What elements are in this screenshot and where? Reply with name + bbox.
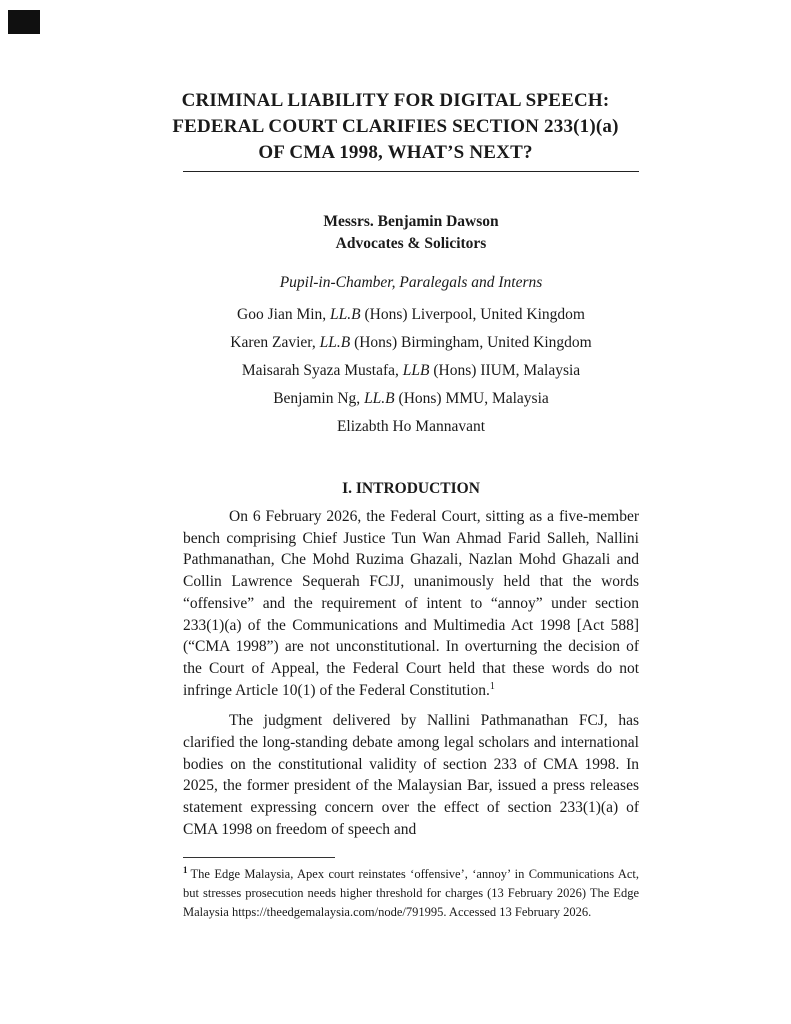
author-degree: LL.B <box>330 306 361 323</box>
paragraph-1-text: On 6 February 2026, the Federal Court, sitting as a five-member bench comprising Chief Justice Tun Wan Ahmad Farid Salleh, Nallini Pathmanathan, Che Mohd Ruzima Ghazali, Nazlan Mohd Ghazali and Collin Lawrence Sequerah FCJJ, unanimously held that the words “offensive” and the requirement of intent to “annoy” under section 233(1)(a) of the Communications and Multimedia Act 1998 [Act 588] (“CMA 1998”) are not unconstitutional. In overturning the decision of the Court of Appeal, the Federal Court held that these words do not infringe Article 10(1) of the Federal Constitution. <box>183 508 639 699</box>
paragraph-1 <box>183 506 639 701</box>
footnote-separator <box>183 857 335 858</box>
firm-name: Messrs. Benjamin Dawson <box>323 213 499 230</box>
corner-mark <box>8 10 40 34</box>
footnote-1 <box>183 865 639 921</box>
paragraph-2-text: The judgment delivered by Nallini Pathmanathan FCJ, has clarified the long-standing debate among legal scholars and international bodies on the constitutional validity of section 233 of CMA 1998. In 2025, the former president of the Malaysian Bar, issued a press releases statement expressing concern over the effect of section 233(1)(a) of CMA 1998 on freedom of speech and <box>183 712 639 838</box>
author-line <box>183 357 639 385</box>
author-degree: LL.B <box>319 334 351 351</box>
author-line <box>183 329 639 357</box>
author-degree: LLB <box>402 362 430 379</box>
author-name: Goo Jian Min, <box>237 306 331 323</box>
footnote-1-marker: 1 <box>183 864 188 875</box>
author-affiliation: (Hons) Birmingham, United Kingdom <box>350 334 592 351</box>
footnote-1-text: The Edge Malaysia, Apex court reinstates ‘offensive’, ‘annoy’ in Communications Act, but stresses prosecution needs higher threshold for charges (13 February 2026) The Edge Malaysia https://theedgemalaysia.com/node/791995. Accessed 13 February 2026. <box>183 867 639 919</box>
author-affiliation: (Hons) IIUM, Malaysia <box>429 362 581 379</box>
article-body <box>183 506 639 850</box>
authors-list <box>183 301 639 441</box>
author-line <box>183 301 639 329</box>
article-title-line-3: OF CMA 1998, WHAT’S NEXT? <box>258 142 533 163</box>
article-title-line-1: CRIMINAL LIABILITY FOR DIGITAL SPEECH: <box>181 90 610 111</box>
author-name: Karen Zavier, <box>230 334 320 351</box>
author-name: Maisarah Syaza Mustafa, <box>241 362 403 379</box>
author-degree: LL.B <box>364 390 395 407</box>
team-heading: Pupil-in-Chamber, Paralegals and Interns <box>279 274 543 291</box>
author-affiliation: (Hons) Liverpool, United Kingdom <box>360 306 585 323</box>
article-title <box>136 88 655 166</box>
firm-block <box>183 211 639 255</box>
article-title-line-2: FEDERAL COURT CLARIFIES SECTION 233(1)(a) <box>172 116 619 137</box>
title-divider <box>183 171 639 172</box>
paragraph-2 <box>183 710 639 840</box>
firm-subtitle: Advocates & Solicitors <box>335 235 487 252</box>
footnote-ref-1: 1 <box>489 680 495 692</box>
author-name: Benjamin Ng, <box>273 390 365 407</box>
author-line <box>183 385 639 413</box>
author-name: Elizabth Ho Mannavant <box>336 418 486 435</box>
section-heading-introduction: I. INTRODUCTION <box>342 480 480 497</box>
footnote-area <box>183 857 639 921</box>
author-affiliation: (Hons) MMU, Malaysia <box>394 390 549 407</box>
author-line <box>183 413 639 441</box>
